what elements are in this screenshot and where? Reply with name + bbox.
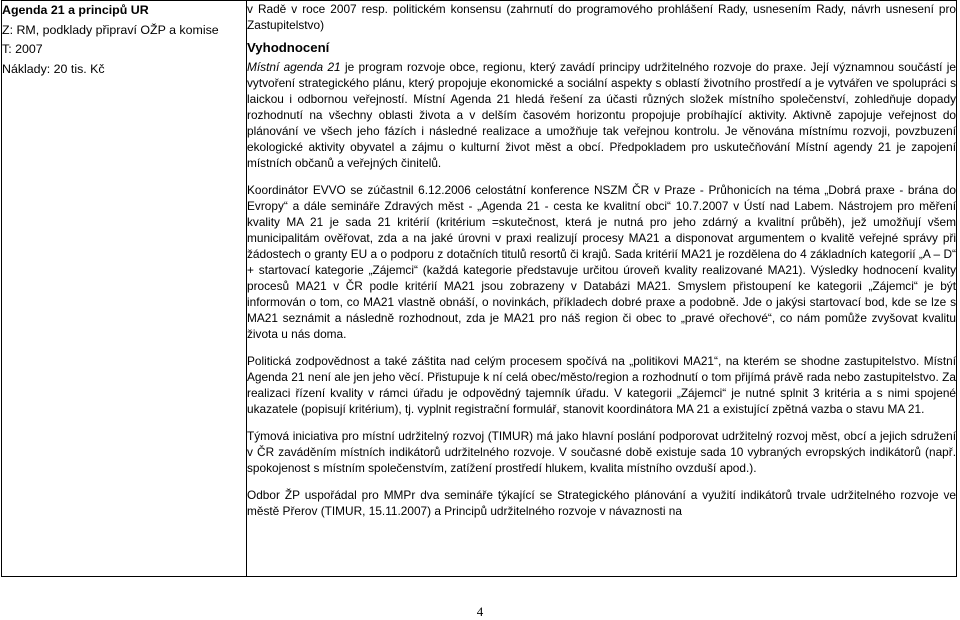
sidebar-responsible: Z: RM, podklady připraví OŽP a komise [2, 22, 219, 37]
sidebar-title: Agenda 21 a principů UR [2, 3, 149, 17]
sidebar-costs: Náklady: 20 tis. Kč [2, 61, 105, 76]
paragraph-2: Koordinátor EVVO se zúčastnil 6.12.2006 celostátní konference NSZM ČR v Praze - Průhonicích na téma „Dobrá praxe - brána do Evropy“ a dále semináře Zdravých měst - „Agenda 21 - cesta ke kvalitní obci“ 10.7.2007 v Ústí nad Labem. Nástrojem pro měření kvality MA 21 je sada 21 kritérií (kritérium =skutečnost, která je nutná pro jeho zdárný a kvalitní průběh), jež umožňují všem municipalitám ověřovat, zda a na jaké úrovni v praxi realizují procesy MA21 a disponovat argumentem o kvalitě veřejné správy při žádostech o granty EU a o podporu z dotačních titulů resortů či krajů. Sada kritérií MA21 je rozdělena do 4 základních kategorií „A – D“ + startovací kategorie „Zájemci“ (každá kategorie představuje určitou úroveň kvality realizované MA21). Výsledky hodnocení kvality procesů MA21 v ČR podle kritérií MA21 jsou zobrazeny v Databázi MA21. Smyslem přistoupení ke kategorii „Zájemci“ je být informován o tom, co MA21 vlastně obnáší, o novinkách, příkladech dobré praxe a podobně. Jde o jakýsi startovací bod, kde se lze s MA21 seznámit a následně rozhodnout, zda je MA21 pro náš region či obec to „pravé ořechové“, co nám pomůže zvyšovat kvalitu života u nás doma. [247, 183, 956, 341]
paragraph-4: Týmová iniciativa pro místní udržitelný rozvoj (TIMUR) má jako hlavní poslání podporovat udržitelný rozvoj měst, obcí a jejich sdružení v ČR zaváděním místních indikátorů udržitelného rozvoje. V současné době existuje sada 10 vybraných evropských indikátorů (např. spokojenost s místním společenstvím, zatížení prostředí hlukem, kvalita místního ovzduší apod.). [247, 429, 956, 475]
paragraph-5: Odbor ŽP uspořádal pro MMPr dva semináře týkající se Strategického plánování a využití indikátorů trvale udržitelného rozvoje ve městě Přerov (TIMUR, 15.11.2007) a Principů udržitelného rozvoje v návaznosti na [247, 488, 956, 518]
paragraph-3: Politická zodpovědnost a také záštita nad celým procesem spočívá na „politikovi MA21“, na kterém se shodne zastupitelstvo. Místní Agenda 21 není ale jen jeho věcí. Přistupuje k ní celá obec/město/region a rozhodnutí o tom přijímá právě rada nebo zastupitelstvo. Za realizaci řízení kvality v rámci úřadu je odpovědný tajemník úřadu. V kategorii „Zájemci“ je nutné splnit 3 kritéria a s nimi spojené ukazatele (popisují kritérium), tj. vyplnit registrační formulář, stanovit koordinátora MA 21 a existující zpětná vazba o stavu MA 21. [247, 354, 956, 416]
agenda-table [1, 0, 957, 577]
paragraph-1-text: je program rozvoje obce, regionu, který zavádí principy udržitelného rozvoje do praxe. Její významnou součástí je vytvoření strategického plánu, který propojuje ekonomické a sociální aspekty s oblastí životního prostředí a je vytvářen ve spolupráci s laickou i odbornou veřejností. Místní Agenda 21 hledá řešení za účasti různých složek místního společenství, zohledňuje dopady rozhodnutí na všechny oblasti života a v delším časovém horizontu propojuje probíhající aktivity. Aktivně zapojuje veřejnost do plánování ve všech jeho fázích i následné realizace a umožňuje tak veřejnou kontrolu. Je věnována místnímu rozvoji, povzbuzení ekologické aktivity obyvatel a zájmu o kulturní život měst a obcí. Předpokladem pro uskutečňování Místní agendy 21 je zapojení místních občanů a veřejných činitelů. [247, 60, 956, 170]
table-row [2, 1, 957, 577]
sidebar-term: T: 2007 [2, 42, 43, 57]
sidebar-cell [2, 1, 247, 577]
lead-term: Místní agenda 21 [247, 60, 341, 74]
intro-paragraph: v Radě v roce 2007 resp. politickém konsensu (zahrnutí do programového prohlášení Rady, usnesením Rady, návrh usnesení pro Zastupitelstvo) [247, 2, 956, 32]
content-cell [247, 1, 957, 577]
paragraph-1 [247, 59, 956, 171]
section-heading: Vyhodnocení [247, 40, 330, 55]
content-body [247, 1, 956, 575]
page-number: 4 [476, 604, 484, 619]
